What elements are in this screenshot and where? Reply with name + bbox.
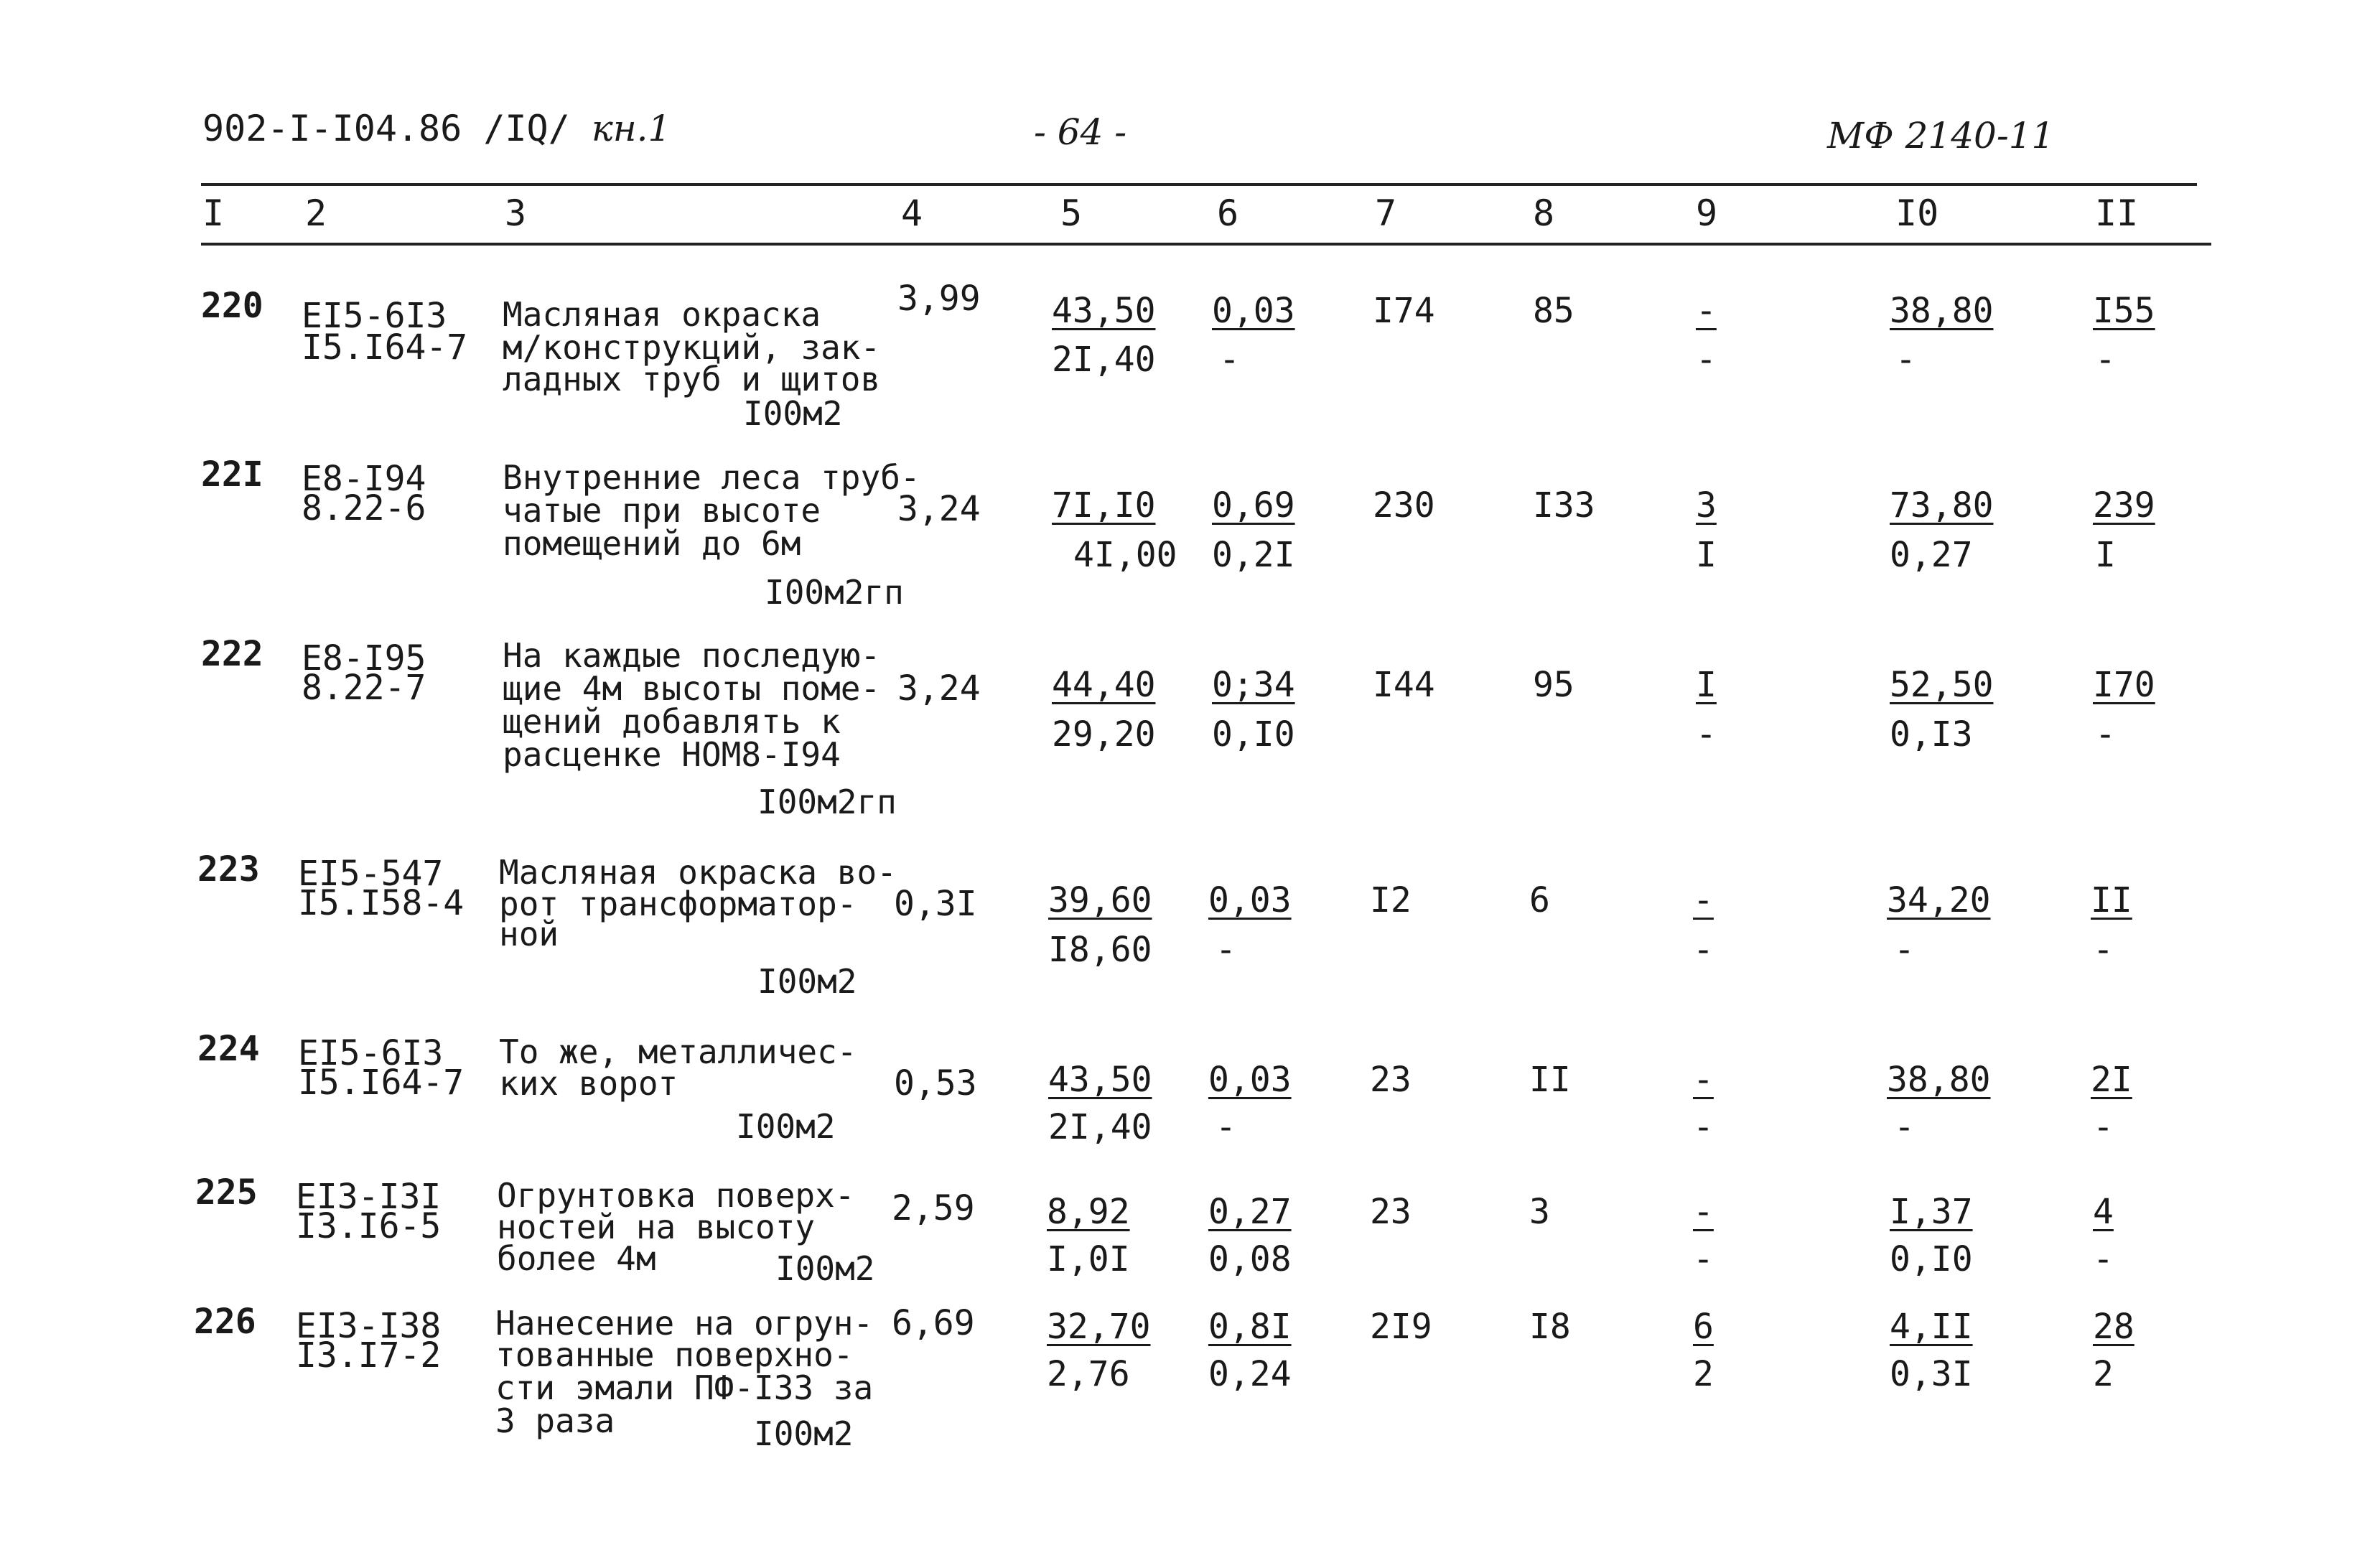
column-header-10: I0 bbox=[1895, 192, 1939, 234]
col11-bottom: - bbox=[2093, 1107, 2114, 1147]
col10-bottom: - bbox=[1894, 1107, 1915, 1147]
col9-top: I bbox=[1696, 665, 1717, 705]
description-line: м/конструкций, зак- bbox=[503, 328, 881, 367]
unit-label: I00м2гп bbox=[765, 573, 904, 612]
quantity: 0,53 bbox=[894, 1063, 977, 1103]
col6-bottom: - bbox=[1219, 340, 1240, 380]
code-primary: EI3-I38 bbox=[296, 1306, 442, 1346]
col11-top: II bbox=[2091, 880, 2132, 920]
code-primary: EI3-I3I bbox=[296, 1177, 442, 1217]
description-line: Огрунтовка поверх- bbox=[497, 1176, 855, 1215]
col11-bottom: I bbox=[2095, 535, 2116, 575]
col6-bottom: - bbox=[1216, 930, 1236, 970]
col7: I2 bbox=[1370, 880, 1412, 920]
col6-top: 0;34 bbox=[1212, 665, 1295, 705]
code-primary: E8-I94 bbox=[302, 459, 426, 499]
col10-bottom: 0,I3 bbox=[1890, 714, 1973, 755]
col8: 3 bbox=[1529, 1192, 1550, 1232]
book-label: кн.1 bbox=[591, 108, 671, 149]
column-header-8: 8 bbox=[1533, 192, 1555, 234]
col9-bottom: - bbox=[1696, 714, 1717, 755]
col6-top: 0,03 bbox=[1208, 880, 1292, 920]
col5-top: 8,92 bbox=[1047, 1192, 1130, 1232]
col11-top: 2I bbox=[2091, 1060, 2132, 1100]
description-line: чатые при высоте bbox=[503, 491, 821, 530]
page-number: - 64 - bbox=[1034, 111, 1127, 153]
code-secondary: 8.22-7 bbox=[302, 668, 426, 708]
col9-bottom: - bbox=[1693, 1107, 1714, 1147]
col11-top: I55 bbox=[2093, 291, 2155, 331]
description-line: Нанесение на огрун- bbox=[495, 1304, 874, 1343]
col9-top: - bbox=[1693, 880, 1714, 920]
col10-top: 38,80 bbox=[1890, 291, 1994, 331]
quantity: 0,3I bbox=[894, 884, 977, 924]
col6-bottom: 0,2I bbox=[1212, 535, 1295, 575]
col11-top: 28 bbox=[2093, 1307, 2134, 1347]
col9-bottom: - bbox=[1693, 930, 1714, 970]
col9-bottom: - bbox=[1696, 340, 1717, 380]
document-code bbox=[202, 108, 671, 149]
description-line: Масляная окраска во- bbox=[499, 853, 897, 892]
col5-bottom: 29,20 bbox=[1052, 714, 1156, 755]
column-header-5: 5 bbox=[1060, 192, 1083, 234]
column-header-6: 6 bbox=[1217, 192, 1239, 234]
col7: 2I9 bbox=[1370, 1307, 1432, 1347]
col9-bottom: - bbox=[1693, 1239, 1714, 1279]
col7: 230 bbox=[1373, 485, 1435, 526]
col9-top: - bbox=[1693, 1192, 1714, 1232]
col8: 95 bbox=[1533, 665, 1574, 705]
col10-bottom: - bbox=[1894, 930, 1915, 970]
column-header-2: 2 bbox=[305, 192, 327, 234]
col6-top: 0,27 bbox=[1208, 1192, 1292, 1232]
doc-code-text: 902-I-I04.86 /IQ/ bbox=[202, 108, 570, 149]
code-secondary: 8.22-6 bbox=[302, 488, 426, 528]
col5-top: 39,60 bbox=[1048, 880, 1152, 920]
code-primary: E8-I95 bbox=[302, 638, 426, 678]
col5-bottom: I,0I bbox=[1047, 1239, 1130, 1279]
description-line: На каждые последую- bbox=[503, 636, 881, 675]
unit-label: I00м2 bbox=[736, 1107, 836, 1146]
col6-bottom: 0,08 bbox=[1208, 1239, 1292, 1279]
col5-top: 7I,I0 bbox=[1052, 485, 1156, 526]
col9-bottom: 2 bbox=[1693, 1354, 1714, 1394]
column-header-1: I bbox=[202, 192, 225, 234]
quantity: 3,24 bbox=[897, 668, 981, 709]
quantity: 3,24 bbox=[897, 489, 981, 529]
col5-bottom: I8,60 bbox=[1048, 930, 1152, 970]
quantity: 6,69 bbox=[892, 1303, 975, 1343]
col10-top: 34,20 bbox=[1887, 880, 1991, 920]
quantity: 3,99 bbox=[897, 279, 981, 319]
col9-bottom: I bbox=[1696, 535, 1717, 575]
col11-bottom: - bbox=[2093, 930, 2114, 970]
description-line: Внутренние леса труб- bbox=[503, 458, 920, 497]
col11-top: I70 bbox=[2093, 665, 2155, 705]
col5-top: 44,40 bbox=[1052, 665, 1156, 705]
col11-top: 239 bbox=[2093, 485, 2155, 526]
row-number: 22I bbox=[201, 454, 263, 495]
column-header-7: 7 bbox=[1375, 192, 1397, 234]
col5-bottom: 2I,40 bbox=[1048, 1107, 1152, 1147]
row-number: 222 bbox=[201, 634, 263, 674]
col10-bottom: 0,27 bbox=[1890, 535, 1973, 575]
col8: 6 bbox=[1529, 880, 1550, 920]
col8: 85 bbox=[1533, 291, 1574, 331]
quantity: 2,59 bbox=[892, 1188, 975, 1228]
col6-top: 0,03 bbox=[1208, 1060, 1292, 1100]
description-line: щие 4м высоты поме- bbox=[503, 669, 881, 708]
col5-bottom: 2I,40 bbox=[1052, 340, 1156, 380]
col10-top: 38,80 bbox=[1887, 1060, 1991, 1100]
col11-bottom: - bbox=[2093, 1239, 2114, 1279]
description-line: Масляная окраска bbox=[503, 295, 821, 334]
col11-top: 4 bbox=[2093, 1192, 2114, 1232]
description-line: ностей на высоту bbox=[497, 1208, 816, 1246]
col10-top: I,37 bbox=[1890, 1192, 1973, 1232]
col7: 23 bbox=[1370, 1060, 1412, 1100]
description-line: расценке НОМ8-I94 bbox=[503, 735, 841, 774]
col5-top: 43,50 bbox=[1048, 1060, 1152, 1100]
code-secondary: I5.I58-4 bbox=[298, 883, 465, 923]
unit-label: I00м2 bbox=[757, 962, 857, 1001]
col10-top: 4,II bbox=[1890, 1307, 1973, 1347]
description-line: щений добавлять к bbox=[503, 702, 841, 741]
code-primary: EI5-6I3 bbox=[298, 1033, 444, 1073]
col6-bottom: 0,I0 bbox=[1212, 714, 1295, 755]
col10-bottom: - bbox=[1895, 340, 1916, 380]
col8: II bbox=[1529, 1060, 1571, 1100]
col7: 23 bbox=[1370, 1192, 1412, 1232]
code-secondary: I3.I6-5 bbox=[296, 1206, 442, 1246]
column-header-4: 4 bbox=[901, 192, 923, 234]
col8: I8 bbox=[1529, 1307, 1571, 1347]
col5-bottom: 4I,00 bbox=[1073, 535, 1177, 575]
col9-top: 6 bbox=[1693, 1307, 1714, 1347]
row-number: 220 bbox=[201, 286, 263, 326]
code-primary: EI5-6I3 bbox=[302, 296, 447, 336]
description-line: ких ворот bbox=[499, 1064, 678, 1103]
code-secondary: I5.I64-7 bbox=[298, 1063, 465, 1103]
column-header-9: 9 bbox=[1696, 192, 1718, 234]
code-secondary: I3.I7-2 bbox=[296, 1335, 442, 1376]
right-code: МФ 2140-11 bbox=[1827, 115, 2055, 157]
description-line: помещений до 6м bbox=[503, 524, 801, 563]
unit-label: I00м2гп bbox=[757, 783, 897, 821]
col6-top: 0,8I bbox=[1208, 1307, 1292, 1347]
col9-top: - bbox=[1696, 291, 1717, 331]
row-number: 225 bbox=[195, 1172, 258, 1213]
code-secondary: I5.I64-7 bbox=[302, 327, 468, 368]
col5-top: 32,70 bbox=[1047, 1307, 1151, 1347]
col10-bottom: 0,I0 bbox=[1890, 1239, 1973, 1279]
col10-bottom: 0,3I bbox=[1890, 1354, 1973, 1394]
col9-top: - bbox=[1693, 1060, 1714, 1100]
unit-label: I00м2 bbox=[743, 394, 843, 433]
description-line: 3 раза bbox=[495, 1401, 615, 1440]
column-header-11: II bbox=[2095, 192, 2139, 234]
description-line: рот трансформатор- bbox=[499, 885, 857, 923]
col6-top: 0,03 bbox=[1212, 291, 1295, 331]
col5-top: 43,50 bbox=[1052, 291, 1156, 331]
top-rule bbox=[201, 183, 2197, 186]
header-bottom-rule bbox=[201, 243, 2211, 246]
row-number: 224 bbox=[197, 1029, 260, 1069]
col8: I33 bbox=[1533, 485, 1595, 526]
description-line: То же, металличес- bbox=[499, 1032, 857, 1071]
col7: I74 bbox=[1373, 291, 1435, 331]
col7: I44 bbox=[1373, 665, 1435, 705]
code-primary: EI5-547 bbox=[298, 854, 444, 894]
col6-top: 0,69 bbox=[1212, 485, 1295, 526]
col11-bottom: - bbox=[2095, 714, 2116, 755]
row-number: 223 bbox=[197, 849, 260, 890]
col11-bottom: 2 bbox=[2093, 1354, 2114, 1394]
unit-label: I00м2 bbox=[775, 1249, 875, 1288]
col10-top: 52,50 bbox=[1890, 665, 1994, 705]
description-line: ной bbox=[499, 915, 559, 953]
description-line: сти эмали ПФ-I33 за bbox=[495, 1368, 874, 1407]
column-header-3: 3 bbox=[505, 192, 527, 234]
description-line: тованные поверхно- bbox=[495, 1335, 854, 1374]
col9-top: 3 bbox=[1696, 485, 1717, 526]
unit-label: I00м2 bbox=[754, 1414, 854, 1453]
col11-bottom: - bbox=[2095, 340, 2116, 380]
description-line: более 4м bbox=[497, 1239, 656, 1278]
col5-bottom: 2,76 bbox=[1047, 1354, 1130, 1394]
row-number: 226 bbox=[194, 1302, 256, 1342]
col6-bottom: 0,24 bbox=[1208, 1354, 1292, 1394]
description-line: ладных труб и щитов bbox=[503, 360, 881, 398]
col10-top: 73,80 bbox=[1890, 485, 1994, 526]
col6-bottom: - bbox=[1216, 1107, 1236, 1147]
